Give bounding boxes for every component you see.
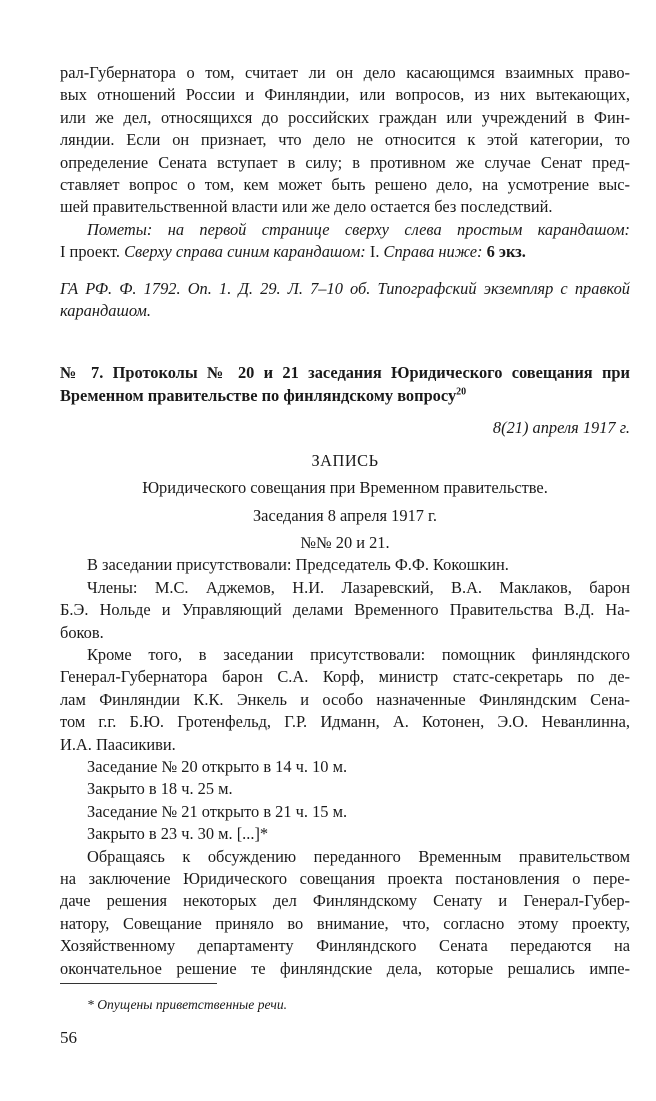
attendance-line: В заседании присутствовали: Председатель Ф.Ф. Кокошкин. xyxy=(87,555,509,575)
text-line: вых отношений России и Финляндии, или вопросов, из них вытекающих, xyxy=(60,85,630,105)
discussion-line: окончательное решение те финляндские дела, которые решались импе- xyxy=(60,958,630,978)
discussion-line: Хозяйственному департаменту Финляндского Сената передаются на xyxy=(60,936,630,956)
marks-line-2 xyxy=(60,241,630,263)
discussion xyxy=(60,846,630,980)
archive-line: карандашом. xyxy=(60,301,151,321)
intro-paragraph xyxy=(60,62,630,219)
also-present-line: И.А. Паасикиви. xyxy=(60,734,176,754)
title-line-1: № 7. Протоколы № 20 и 21 заседания Юридического совещания при xyxy=(60,363,630,383)
marks-part: Справа ниже: xyxy=(383,242,483,262)
members-line: Б.Э. Нольде и Управляющий делами Временного Правительства В.Д. На- xyxy=(60,600,630,620)
members-line: Члены: М.С. Аджемов, Н.И. Лазаревский, В.А. Маклаков, барон xyxy=(87,577,630,597)
attendance xyxy=(60,554,630,576)
marks-part: Сверху справа синим карандашом: xyxy=(124,242,366,262)
footnote: * Опущены приветственные речи. xyxy=(87,997,288,1012)
also-present xyxy=(60,644,630,756)
members xyxy=(60,577,630,644)
page-body xyxy=(60,62,630,980)
footnote-ref: 20 xyxy=(456,386,467,398)
record-subheading: Юридического совещания при Временном правительстве. xyxy=(142,478,548,498)
text-line: или же дел, относящихся до российских граждан или учреждений в Фин- xyxy=(60,107,630,127)
time-line: Заседание № 21 открыто в 21 ч. 15 м. xyxy=(87,801,348,821)
also-present-line: Кроме того, в заседании присутствовали: помощник финляндского xyxy=(87,644,630,664)
also-present-line: лам Финляндии К.К. Энкель и особо назначенные Финляндским Сена- xyxy=(60,689,630,709)
text-line: ставляет вопрос о том, кем может быть решено дело, на усмотрение выс- xyxy=(60,175,630,195)
document-title xyxy=(60,362,630,407)
text-line: определение Сената вступает в силу; в противном же случае Сенат пред- xyxy=(60,152,630,172)
record-heading: ЗАПИСЬ xyxy=(311,450,379,470)
session-times xyxy=(60,756,630,846)
time-line: Закрыто в 23 ч. 30 м. [...]* xyxy=(87,824,269,844)
discussion-line: натору, Совещание приняло во внимание, что, согласно этому проекту, xyxy=(60,913,630,933)
time-line: Заседание № 20 открыто в 14 ч. 10 м. xyxy=(87,756,348,776)
also-present-line: Генерал-Губернатора барон С.А. Корф, министр статс-секретарь по де- xyxy=(60,667,630,687)
marks-note xyxy=(60,219,630,264)
marks-part: I проект. xyxy=(60,242,120,262)
footnote-divider xyxy=(60,983,217,984)
marks-line-1: Пометы: на первой странице сверху слева простым карандашом: xyxy=(87,219,630,239)
document-date: 8(21) апреля 1917 г. xyxy=(492,418,630,438)
title-line-2 xyxy=(60,385,630,407)
discussion-line: Обращаясь к обсуждению переданного Временным правительством xyxy=(87,846,630,866)
members-line: боков. xyxy=(60,622,104,642)
marks-part: 6 экз. xyxy=(486,242,526,262)
text-line: рал-Губернатора о том, считает ли он дело касающимся взаимных право- xyxy=(60,63,630,82)
archive-line: ГА РФ. Ф. 1792. Оп. 1. Д. 29. Л. 7–10 об. Типографский экземпляр с правкой xyxy=(60,278,630,298)
text-line: шей правительственной власти или же дело остается без последствий. xyxy=(60,197,553,217)
time-line: Закрыто в 18 ч. 25 м. xyxy=(87,779,233,799)
archive-reference xyxy=(60,278,630,323)
discussion-line: на заключение Юридического совещания проекта постановления о пере- xyxy=(60,869,630,888)
page-number: 56 xyxy=(60,1028,77,1047)
text-line: ляндии. Если он признает, что дело не относится к этой категории, то xyxy=(60,130,630,150)
title-text: Временном правительстве по финляндскому вопросу xyxy=(60,385,457,405)
record-session-numbers: №№ 20 и 21. xyxy=(300,532,390,552)
also-present-line: том г.г. Б.Ю. Гротенфельд, Г.Р. Идманн, А. Котонен, Э.О. Неванлинна, xyxy=(60,712,630,732)
marks-part: I. xyxy=(369,242,380,262)
discussion-line: даче решения некоторых дел Финляндскому Сенату и Генерал-Губер- xyxy=(60,891,630,911)
record-session-date: Заседания 8 апреля 1917 г. xyxy=(252,505,438,525)
